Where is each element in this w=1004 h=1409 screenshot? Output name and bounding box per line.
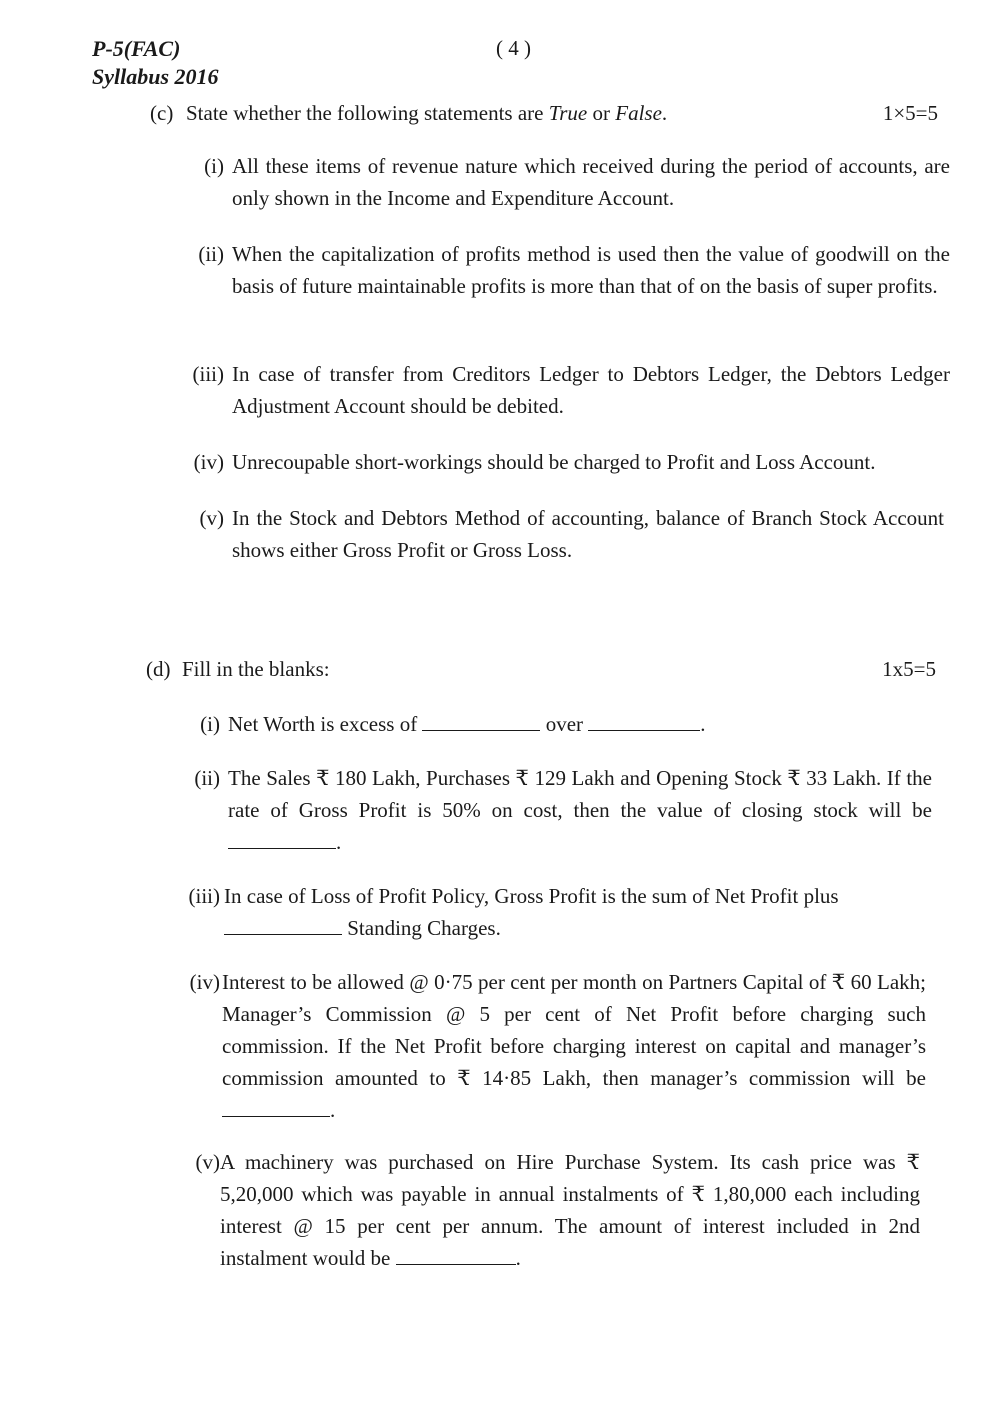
section-c-heading: (c) State whether the following statements are True or False. [150,98,667,128]
list-item: (i) All these items of revenue nature which received during the period of accounts, are only shown in the Income and Expenditure Account. [204,154,950,210]
list-item: (ii) The Sales ₹ 180 Lakh, Purchases ₹ 129 Lakh and Opening Stock ₹ 33 Lakh. If the rate of Gross Profit is 50% on cost, then the value of closing stock will be . [194,766,932,854]
section-d-marks: 1x5=5 [882,657,936,681]
section-d-heading: (d) Fill in the blanks: [146,654,330,684]
page-number: ( 4 ) [496,36,531,60]
section-d-label: (d) [146,657,171,681]
answer-blank [422,712,540,731]
paper-code: P-5(FAC) [92,36,181,61]
list-item: (v) In the Stock and Debtors Method of accounting, balance of Branch Stock Account shows either Gross Profit or Gross Loss. [199,506,944,562]
list-item: (iv) Interest to be allowed @ 0·75 per cent per month on Partners Capital of ₹ 60 Lakh; Manager’s Commission @ 5 per cent of Net Profit before charging such commission. If the Net Profit before charging interest on capital and manager’s commission amounted to ₹ 14·85 Lakh, then manager’s commission will be . [189,970,926,1122]
answer-blank [228,830,336,849]
section-c-label: (c) [150,101,174,125]
list-item: (iii) In case of Loss of Profit Policy, Gross Profit is the sum of Net Profit plus Standing Charges. [188,884,839,940]
answer-blank [224,916,342,935]
section-c-marks: 1×5=5 [882,101,938,125]
answer-blank [222,1098,330,1117]
list-item: (v) A machinery was purchased on Hire Purchase System. Its cash price was ₹ 5,20,000 which was payable in annual instalments of ₹ 1,80,000 each including interest @ 15 per cent per annum. The amount of interest included in 2nd instalment would be . [195,1150,920,1270]
list-item: (iii) In case of transfer from Creditors Ledger to Debtors Ledger, the Debtors Ledger Adjustment Account should be debited. [192,362,950,418]
list-item: (iv) Unrecoupable short-workings should be charged to Profit and Loss Account. [193,450,876,474]
answer-blank [396,1246,516,1265]
list-item: (ii) When the capitalization of profits method is used then the value of goodwill on the basis of future maintainable profits is more than that of on the basis of super profits. [198,242,950,298]
list-item: (i) Net Worth is excess of over . [200,712,706,736]
answer-blank [588,712,700,731]
syllabus-year: Syllabus 2016 [92,64,219,89]
